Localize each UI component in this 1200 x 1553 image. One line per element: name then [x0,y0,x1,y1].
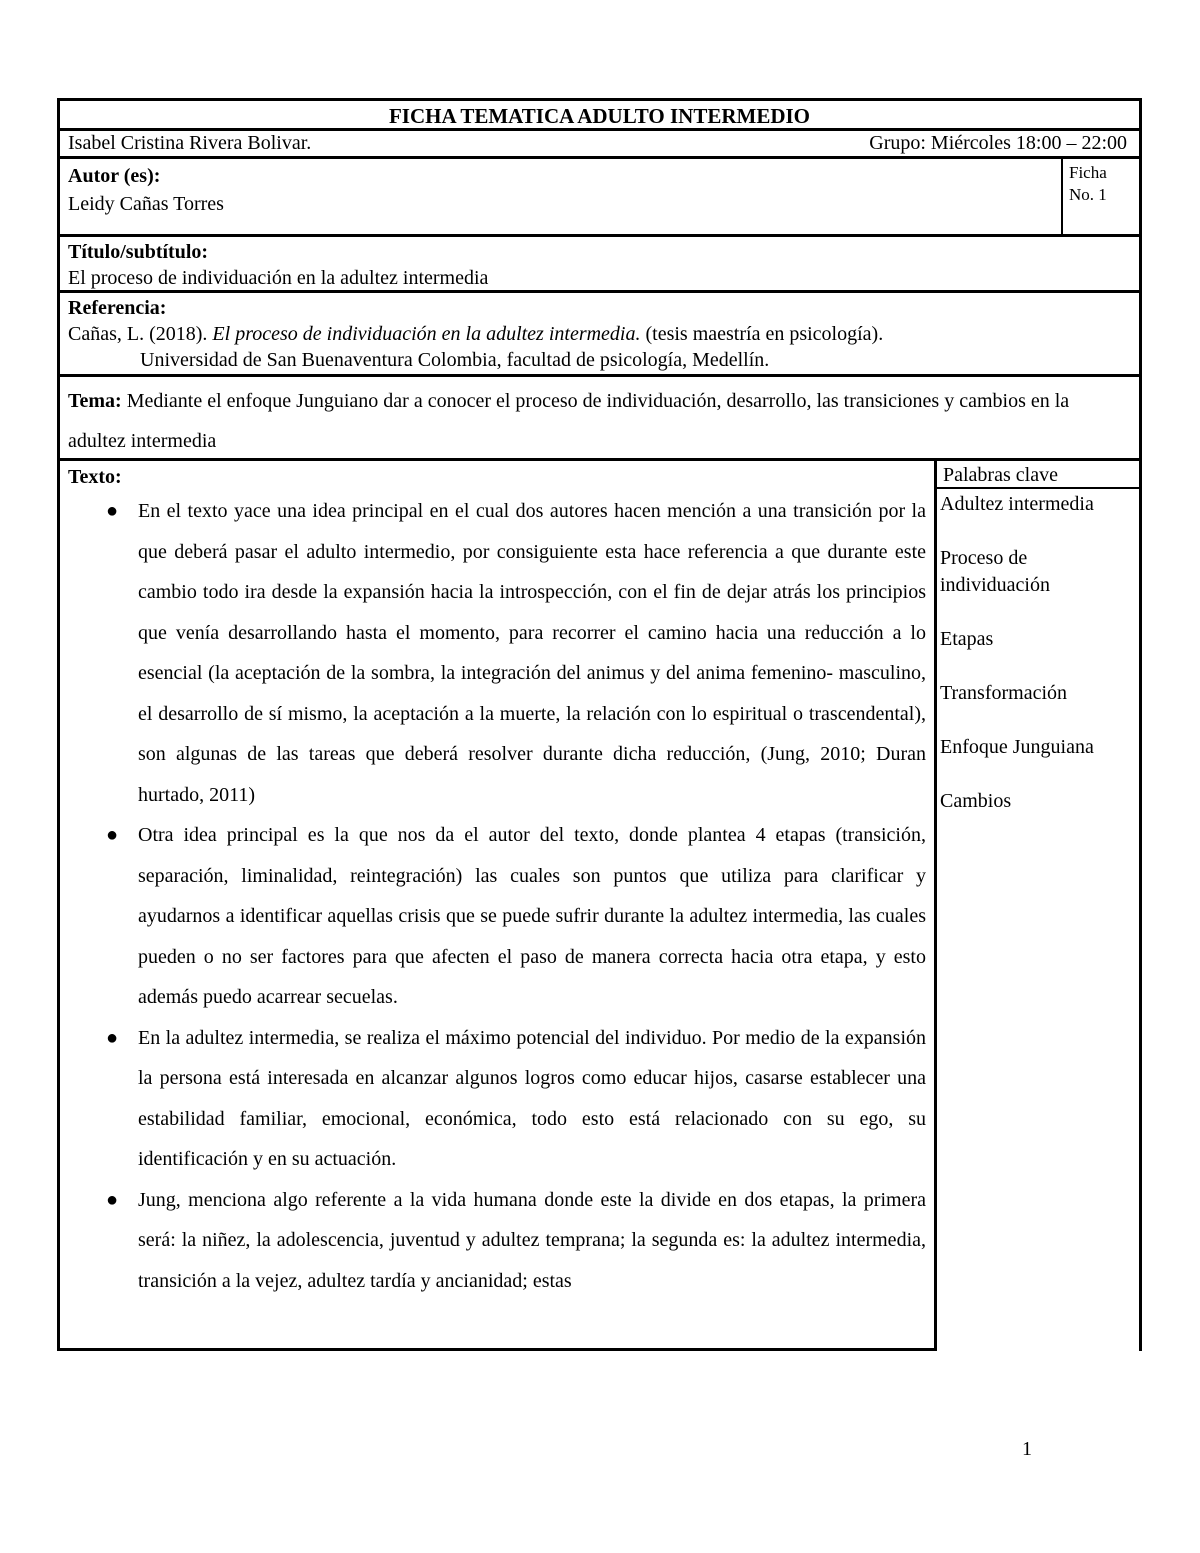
bullet-icon: ● [106,824,119,846]
student-row [57,131,1142,159]
list-item [68,1180,926,1302]
bullet-icon: ● [106,500,119,522]
ficha-number-box [1061,159,1139,234]
bullet-text: En el texto yace una idea principal en el cual dos autores hacen mención a una transición por la que deberá pasar el adulto intermedio, por consiguiente esta hace referencia a que durante este cambio todo ira desde la expansión hacia la introspección, con el fin de dejar atrás los principios que venía desarrollando hasta el momento, para recorrer el camino hacia una reducción a lo esencial (la aceptación de la sombra, la integración del animus y del anima femenino- masculino, el desarrollo de sí mismo, la aceptación a la muerte, la relación con lo espiritual o trascendental), son algunas de las tareas que deberá resolver durante dicha reducción, (Jung, 2010; Duran hurtado, 2011) [138,500,926,806]
bullet-icon: ● [106,1188,119,1211]
titulo-label: Título/subtítulo: [68,241,209,263]
referencia-row [57,293,1142,377]
page-number: 1 [1022,1438,1032,1460]
ficha-title-text: FICHA TEMATICA ADULTO INTERMEDIO [388,104,811,128]
texto-bullet-list [68,491,926,1301]
bullet-icon: ● [106,1026,119,1049]
bullet-text: Jung, menciona algo referente a la vida humana donde este la divide en dos etapas, la primera será: la niñez, la adolescencia, juventud y adultez temprana; la segunda es: la adultez intermedia, transición a la vejez, adultez tardía y ancianidad; estas [138,1188,926,1292]
bullet-text: En la adultez intermedia, se realiza el máximo potencial del individuo. Por medio de la expansión la persona está interesada en alcanzar algunos logros como educar hijos, casarse establecer una estabilidad familiar, emocional, económica, todo esto está relacionado con su ego, su identificación y en su actuación. [138,1026,926,1170]
list-item [68,1018,926,1180]
keyword-item: Proceso de individuación [940,547,1050,596]
author-label: Autor (es): [68,165,161,187]
student-name: Isabel Cristina Rivera Bolivar. [68,132,312,154]
titulo-value: El proceso de individuación en la adultez intermedia [68,267,489,289]
ficha-number: No. 1 [1069,185,1107,204]
referencia-work-title: El proceso de individuación en la adultez intermedia. [212,323,641,345]
keywords-label: Palabras clave [934,461,1139,489]
texto-column [57,461,937,1351]
list-item [68,815,926,1018]
ficha-title [57,98,1142,131]
referencia-author: Cañas, L. (2018). [68,323,213,345]
group-schedule: Grupo: Miércoles 18:00 – 22:00 [869,132,1127,154]
keywords-list [934,489,1139,815]
author-name: Leidy Cañas Torres [68,193,224,215]
tema-row [57,377,1142,461]
ficha-label: Ficha [1069,163,1107,182]
referencia-type: (tesis maestría en psicología). [640,323,884,345]
keyword-item: Transformación [940,682,1068,704]
bullet-text: Otra idea principal es la que nos da el autor del texto, donde plantea 4 etapas (transición, separación, liminalidad, reintegración) las cuales son puntos que utiliza para clarificar y ayudarnos a identificar aquellas crisis que se puede sufrir durante la adultez intermedia, las cuales pueden o no ser factores para que afecten el paso de manera correcta hacia otra etapa, y esto además puedo acarrear secuelas. [138,824,926,1008]
keyword-item: Enfoque Junguiana [940,736,1094,758]
list-item [68,491,926,815]
ficha-sheet [57,98,1142,1351]
author-row [57,159,1142,237]
titulo-row [57,237,1142,293]
texto-label: Texto: [68,466,122,488]
tema-value: Mediante el enfoque Junguiano dar a conocer el proceso de individuación, desarrollo, las transiciones y cambios en la adultez intermedia [68,390,1070,452]
author-cell [60,159,1061,234]
referencia-line1 [68,321,1131,347]
texto-section [57,461,1142,1351]
tema-label: Tema: [68,390,122,412]
keyword-item: Etapas [940,628,994,650]
keyword-item: Adultez intermedia [940,493,1094,515]
referencia-label: Referencia: [68,297,167,319]
referencia-line2: Universidad de San Buenaventura Colombia, facultad de psicología, Medellín. [140,349,770,371]
keywords-column [934,461,1142,1351]
keyword-item: Cambios [940,790,1012,812]
